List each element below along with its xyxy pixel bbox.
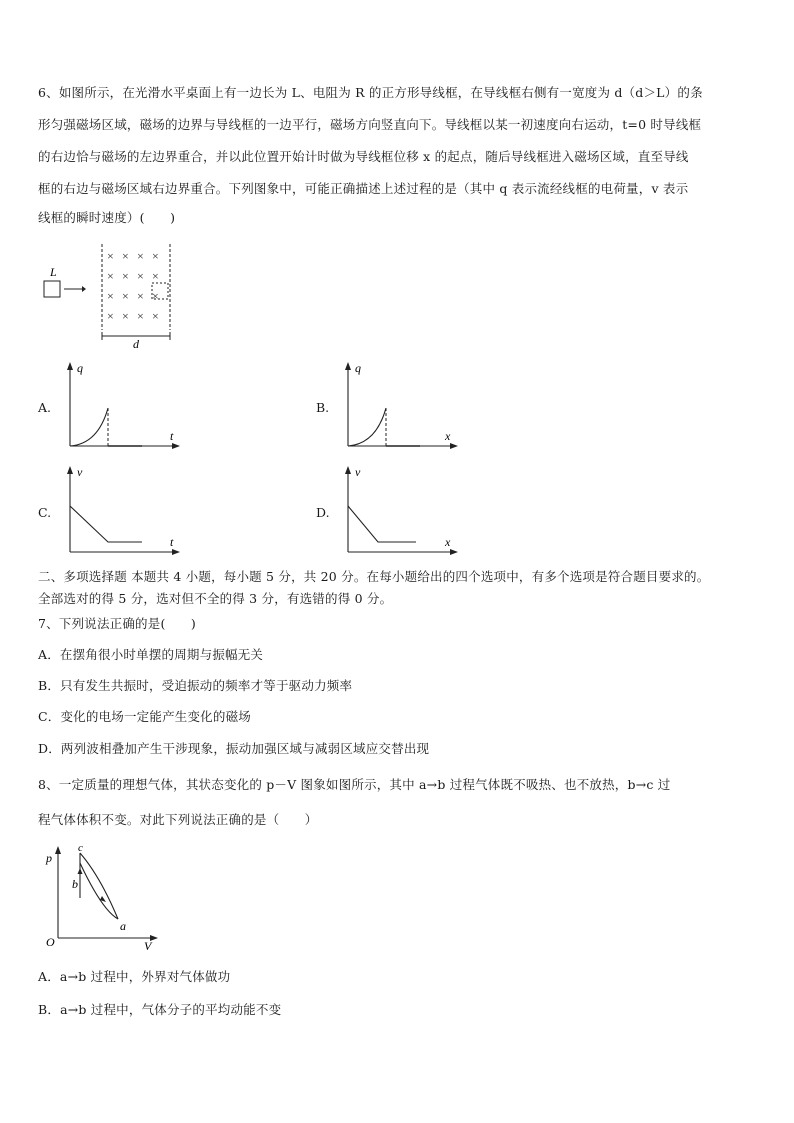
- svg-text:×: ×: [122, 249, 129, 263]
- svg-text:×: ×: [152, 309, 159, 323]
- svg-text:×: ×: [107, 249, 114, 263]
- svg-text:×: ×: [137, 309, 144, 323]
- graph-line: [348, 506, 416, 542]
- origin-label: O: [46, 935, 55, 949]
- process-a-to-b-curve: [80, 863, 118, 919]
- q8-line-2: 程气体体积不变。对此下列说法正确的是（ ）: [38, 812, 318, 827]
- q6-option-b-graph[interactable]: [338, 358, 463, 453]
- field-crosses: [107, 249, 159, 323]
- q6-line-2: 形匀强磁场区域，磁场的边界与导线框的一边平行，磁场方向竖直向下。导线框以某一初速度向右运动，t=0 时导线框: [38, 117, 702, 132]
- arrow-b-to-c: [78, 868, 83, 874]
- frame-length-label: L: [50, 265, 57, 279]
- state-a-label: a: [120, 919, 126, 933]
- q8-line-1: 8、一定质量的理想气体，其状态变化的 p－V 图象如图所示，其中 a→b 过程气体既不吸热、也不放热，b→c 过: [38, 777, 671, 792]
- svg-text:×: ×: [107, 309, 114, 323]
- svg-text:×: ×: [137, 269, 144, 283]
- svg-text:×: ×: [137, 249, 144, 263]
- svg-text:×: ×: [152, 289, 159, 303]
- q6-option-a-graph[interactable]: [60, 358, 185, 453]
- section2-heading-line-1: 二、多项选择题 本题共 4 小题，每小题 5 分，共 20 分。在每小题给出的四个选项中，有多个选项是符合题目要求的。: [38, 569, 710, 584]
- q8-option-a[interactable]: A．a→b 过程中，外界对气体做功: [38, 969, 231, 984]
- v-axis-label: V: [144, 939, 152, 953]
- q7-option-c[interactable]: C．变化的电场一定能产生变化的磁场: [38, 709, 251, 724]
- svg-text:×: ×: [107, 269, 114, 283]
- y-axis-label-q: q: [77, 361, 83, 375]
- svg-text:×: ×: [152, 249, 159, 263]
- q6-line-5: 线框的瞬时速度）( ): [38, 210, 176, 225]
- q7-option-b[interactable]: B．只有发生共振时，受迫振动的频率才等于驱动力频率: [38, 678, 353, 693]
- q6-option-c-graph[interactable]: [60, 462, 185, 557]
- state-b-label: b: [72, 877, 78, 891]
- field-width-label: d: [133, 337, 139, 348]
- velocity-arrowhead: [82, 286, 86, 292]
- svg-text:×: ×: [122, 289, 129, 303]
- y-axis-label-v: v: [355, 465, 361, 479]
- graph-curve: [70, 408, 108, 446]
- q6-line-4: 框的右边与磁场区域右边界重合。下列图象中，可能正确描述上述过程的是（其中 q 表示流经线框的电荷量，v 表示: [38, 181, 689, 196]
- q7-option-a[interactable]: A．在摆角很小时单摆的周期与振幅无关: [38, 647, 264, 662]
- state-c-label: c: [78, 842, 83, 854]
- section2-heading-line-2: 全部选对的得 5 分，选对但不全的得 3 分，有选错的得 0 分。: [38, 591, 393, 606]
- svg-text:×: ×: [122, 269, 129, 283]
- q7-option-d[interactable]: D．两列波相叠加产生干涉现象，振动加强区域与减弱区域应交替出现: [38, 741, 430, 756]
- p-axis-label: p: [46, 851, 52, 865]
- q6-option-d-graph[interactable]: [338, 462, 463, 557]
- svg-text:×: ×: [152, 269, 159, 283]
- x-axis-label-t: t: [170, 429, 174, 443]
- process-c-to-a-curve: [80, 853, 118, 919]
- q7-stem: 7、下列说法正确的是( ): [38, 616, 197, 631]
- svg-text:×: ×: [122, 309, 129, 323]
- q6-line-3: 的右边恰与磁场的左边界重合，并以此位置开始计时做为导线框位移 x 的起点，随后导线框进入磁场区域，直至导线: [38, 149, 689, 164]
- x-axis-label-x: x: [445, 535, 451, 549]
- x-axis-label-x: x: [445, 429, 451, 443]
- q8-option-b[interactable]: B．a→b 过程中，气体分子的平均动能不变: [38, 1002, 282, 1017]
- svg-text:×: ×: [137, 289, 144, 303]
- q6-option-a-label[interactable]: A.: [38, 400, 52, 415]
- q6-line-1: 6、如图所示，在光滑水平桌面上有一边长为 L、电阻为 R 的正方形导线框，在导线框右侧有一宽度为 d（d＞L）的条: [38, 85, 703, 100]
- square-wire-frame: [44, 281, 60, 297]
- pv-diagram: [40, 838, 170, 953]
- q6-option-c-label[interactable]: C.: [38, 505, 52, 520]
- q6-option-b-label[interactable]: B.: [316, 400, 330, 415]
- x-axis-label-t: t: [170, 535, 174, 549]
- q6-option-d-label[interactable]: D.: [316, 505, 330, 520]
- magnetic-field-figure: [38, 238, 188, 348]
- y-axis-label-v: v: [77, 465, 83, 479]
- svg-text:×: ×: [107, 289, 114, 303]
- graph-line: [70, 506, 142, 542]
- graph-curve: [348, 408, 386, 446]
- y-axis-label-q: q: [355, 361, 361, 375]
